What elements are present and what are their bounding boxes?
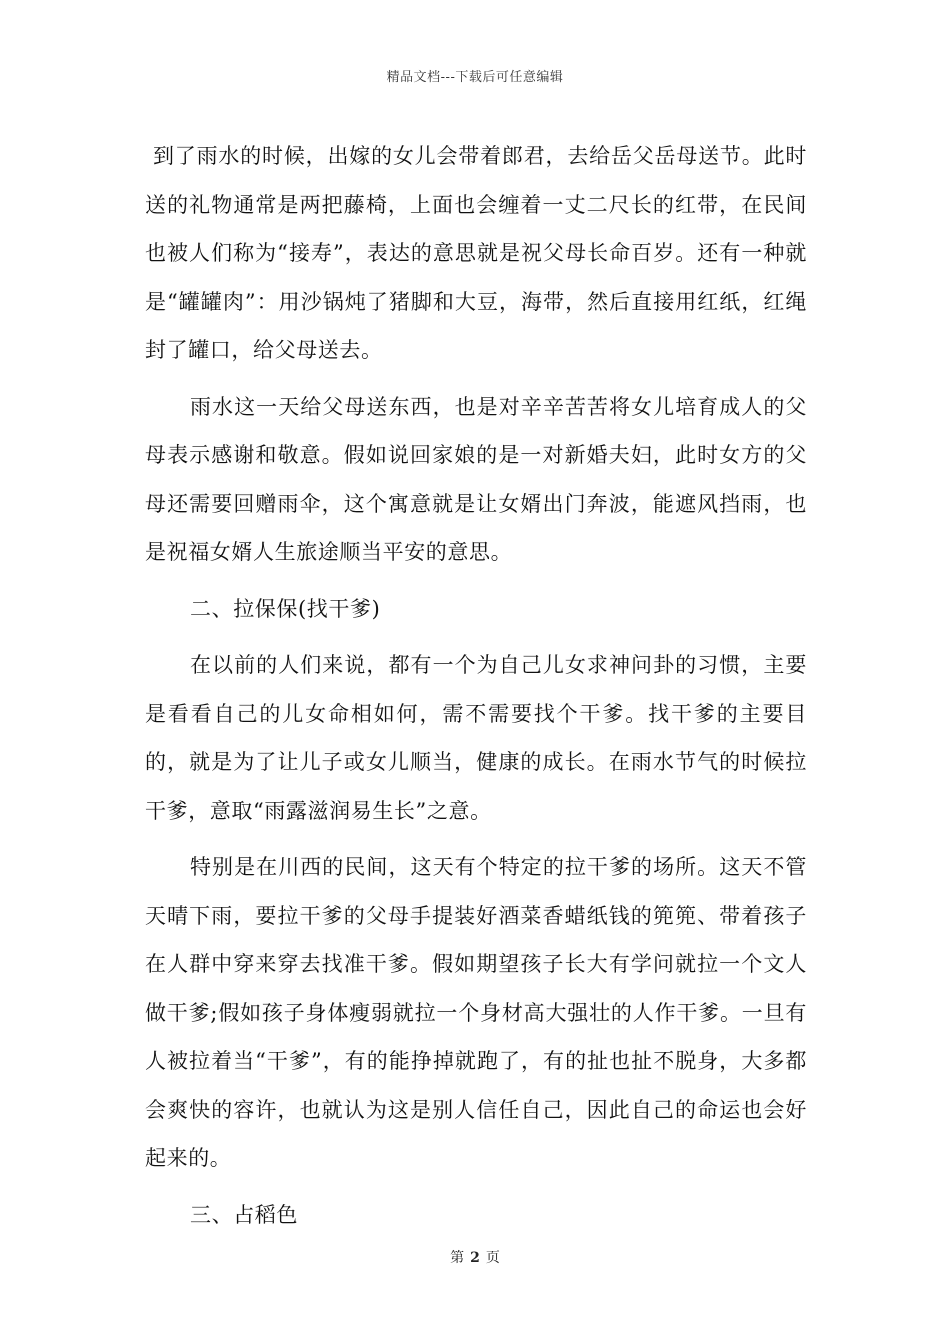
paragraph-gift-customs: 到了雨水的时候，出嫁的女儿会带着郎君，去给岳父岳母送节。此时送的礼物通常是两把藤椅，上面也会缠着一丈二尺长的红带，在民间也被人们称为“接寿”，表达的意思就是祝父母长命百岁。还有一种就是“罐罐肉”：用沙锅炖了猪脚和大豆，海带，然后直接用红纸，红绳封了罐口，给父母送去。 <box>145 144 807 362</box>
paragraph-godfather-origin: 在以前的人们来说，都有一个为自己儿女求神问卦的习惯，主要是看看自己的儿女命相如何，需不需要找个干爹。找干爹的主要目的，就是为了让儿子或女儿顺当，健康的成长。在雨水节气的时候拉干爹，意取“雨露滋润易生长”之意。 <box>145 653 807 823</box>
section-heading-la-baobao: 二、拉保保(找干爹) <box>190 596 381 621</box>
page-footer <box>0 1247 950 1267</box>
page-number: 2 <box>470 1250 480 1266</box>
page-number-prefix: 第 <box>450 1250 465 1266</box>
paragraph-chuanxi-custom: 特别是在川西的民间，这天有个特定的拉干爹的场所。这天不管天晴下雨，要拉干爹的父母手提装好酒菜香蜡纸钱的篼篼、带着孩子在人群中穿来穿去找准干爹。假如期望孩子长大有学问就拉一个文人做干爹;假如孩子身体瘦弱就拉一个身材高大强壮的人作干爹。一旦有人被拉着当“干爹”，有的能挣掉就跑了，有的扯也扯不脱身，大多都会爽快的容许，也就认为这是别人信任自己，因此自己的命运也会好起来的。 <box>145 855 807 1170</box>
section-heading-zhan-daose: 三、占稻色 <box>190 1202 298 1227</box>
page-number-suffix: 页 <box>485 1250 500 1266</box>
document-body <box>145 132 807 1239</box>
paragraph-gratitude: 雨水这一天给父母送东西，也是对辛辛苦苦将女儿培育成人的父母表示感谢和敬意。假如说回家娘的是一对新婚夫妇，此时女方的父母还需要回赠雨伞，这个寓意就是让女婿出门奔波，能遮风挡雨，也是祝福女婿人生旅途顺当平安的意思。 <box>145 394 807 564</box>
page-header: 精品文档---下载后可任意编辑 <box>386 70 564 85</box>
